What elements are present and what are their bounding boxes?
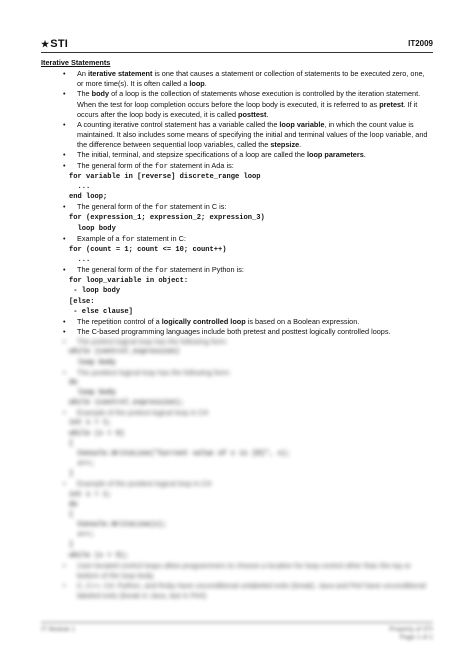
text-run: . If it occurs after the loop body is executed, it is called bbox=[77, 99, 418, 119]
bold-term: pretest bbox=[379, 99, 404, 109]
footer-right-line2: Page 1 of 1 bbox=[399, 634, 433, 641]
text-run: of a loop is the collection of statements whose execution is controlled by the iteration statement. When the test for loop completion occurs before the loop body is executed, it is referred to as bbox=[77, 89, 421, 109]
text-run: The C-based programming languages include both pretest and posttest logically controlled loops. bbox=[77, 327, 391, 337]
text-run: The repetition control of a bbox=[77, 316, 162, 326]
code-line: x++; bbox=[69, 460, 95, 469]
blurred-code-block bbox=[41, 490, 433, 561]
code-line: Console.WriteLine("Current value of x is {0}", x); bbox=[69, 449, 291, 458]
code-line: ... bbox=[69, 182, 91, 191]
page-footer bbox=[41, 622, 433, 641]
code-line: } bbox=[69, 470, 74, 479]
code-line: - loop body bbox=[69, 287, 121, 296]
text-run: The initial, terminal, and stepsize specifications of a loop are called the bbox=[77, 150, 307, 160]
text-run: . bbox=[204, 79, 207, 89]
code-line: x++; bbox=[69, 531, 95, 540]
section-title: Iterative Statements bbox=[41, 58, 111, 67]
code-line: while (control_expression); bbox=[69, 399, 184, 408]
text-run: An bbox=[77, 69, 88, 79]
header-divider bbox=[41, 52, 433, 53]
bold-term: logically controlled loop bbox=[161, 316, 246, 326]
code-line: while (x < 6) bbox=[69, 429, 125, 438]
code-line: [else: bbox=[69, 297, 95, 306]
document-body bbox=[41, 58, 433, 601]
bold-term: stepsize bbox=[270, 140, 300, 150]
text-run: . bbox=[363, 150, 366, 160]
blurred-bullet-item: • Example of the posttest logical loop in C#: bbox=[41, 479, 433, 489]
logo-text: STI bbox=[50, 38, 68, 50]
code-line: } bbox=[69, 541, 74, 550]
code-line: loop body bbox=[69, 389, 116, 397]
text-run: . bbox=[299, 140, 302, 150]
document-code: IT2009 bbox=[408, 39, 433, 48]
code-line: int x = 1; bbox=[69, 490, 112, 499]
text-run: The general form of the bbox=[77, 202, 155, 212]
code-block-c-general bbox=[41, 213, 433, 233]
code-block-ada bbox=[41, 172, 433, 202]
text-run: . bbox=[266, 109, 269, 119]
code-keyword: for bbox=[154, 162, 169, 171]
text-run: is one that causes a statement or collection of statements to be executed zero, one, or more time(s). It is often called a bbox=[77, 69, 425, 89]
bullet-item bbox=[41, 120, 433, 150]
code-line: loop body bbox=[69, 358, 116, 367]
blurred-bullet-item: • The pretest logical loop has the following form: bbox=[41, 337, 433, 347]
text-run: statement in C is: bbox=[168, 202, 227, 212]
code-line: { bbox=[69, 439, 74, 448]
bullet-item bbox=[41, 161, 433, 172]
footer-right-line1: Property of STI bbox=[389, 626, 433, 633]
code-line: { bbox=[69, 510, 74, 519]
code-line: while (x < 5); bbox=[69, 551, 129, 560]
bullet-item bbox=[41, 89, 433, 119]
text-run: A counting iterative control statement has a variable called the bbox=[77, 119, 280, 129]
blurred-code-block bbox=[41, 347, 433, 367]
bold-term: loop bbox=[189, 79, 205, 89]
bold-term: loop variable bbox=[279, 119, 325, 129]
bullet-item bbox=[41, 150, 433, 160]
bold-term: iterative statement bbox=[87, 69, 153, 79]
text-run: statement in Python is: bbox=[168, 265, 244, 275]
footer-right bbox=[389, 626, 433, 642]
text-run: , in which the count value is maintained. It also includes some means of specifying the initial and terminal values of the loop variable, and the difference between sequential loop variables, called the bbox=[77, 119, 428, 150]
code-line: loop body bbox=[69, 224, 116, 233]
text-run: The general form of the bbox=[77, 160, 155, 170]
footer-divider bbox=[41, 622, 433, 623]
bullet-list bbox=[41, 69, 433, 337]
code-line: for loop_variable in object: bbox=[69, 277, 189, 286]
footer-left-text: IT Module 1 bbox=[41, 626, 76, 633]
bullet-item bbox=[41, 317, 433, 327]
blurred-bullet-item: • C, C++, C#, Python, and Ruby have unconditional unlabeled exits (break). Java and Perl have unconditional labeled exits (break in Java, last in Perl). bbox=[41, 581, 433, 601]
text-run: The general form of the bbox=[77, 265, 155, 275]
blurred-bullet-item: • User-located control loops allow programmers to choose a location for loop control other than the top or bottom of the loop body. bbox=[41, 561, 433, 581]
bullet-item bbox=[41, 202, 433, 213]
code-line: ... bbox=[69, 255, 91, 264]
bullet-item bbox=[41, 327, 433, 337]
code-line: while (control_expression) bbox=[69, 348, 180, 357]
blurred-bullet-list bbox=[41, 337, 433, 601]
code-line: do bbox=[69, 378, 78, 387]
bullet-item bbox=[41, 265, 433, 276]
text-run: statement in Ada is: bbox=[168, 160, 234, 170]
code-keyword: for bbox=[154, 204, 169, 213]
code-line: for (count = 1; count <= 10; count++) bbox=[69, 245, 227, 254]
code-block-c-example bbox=[41, 245, 433, 265]
blurred-bullet-item: • The posttest logical loop has the following form: bbox=[41, 368, 433, 378]
bold-term: posttest bbox=[238, 109, 267, 119]
code-block-python bbox=[41, 276, 433, 317]
code-line: for (expression_1; expression_2; expression_3) bbox=[69, 214, 265, 223]
blurred-code-block bbox=[41, 418, 433, 479]
code-line: - else clause] bbox=[69, 307, 133, 316]
bullet-item bbox=[41, 234, 433, 245]
text-run: statement in C: bbox=[134, 233, 186, 243]
code-line: int x = 1; bbox=[69, 419, 112, 428]
code-keyword: for bbox=[154, 267, 169, 276]
sti-logo bbox=[41, 38, 68, 50]
blurred-bullet-item: • Example of the pretest logical loop in C#: bbox=[41, 408, 433, 418]
code-line: for variable in [reverse] discrete_range loop bbox=[69, 172, 261, 181]
text-run: Example of a bbox=[77, 233, 122, 243]
code-line: end loop; bbox=[69, 193, 108, 202]
bold-term: loop parameters bbox=[306, 150, 364, 160]
blurred-code-block bbox=[41, 378, 433, 408]
code-line: do bbox=[69, 500, 78, 509]
star-icon: ★ bbox=[41, 39, 50, 49]
blurred-preview-section bbox=[41, 337, 433, 601]
code-keyword: for bbox=[121, 235, 135, 244]
bold-term: body bbox=[91, 89, 110, 99]
text-run: is based on a Boolean expression. bbox=[245, 316, 360, 326]
text-run: The bbox=[77, 89, 92, 99]
code-line: Console.WriteLine(x); bbox=[69, 521, 167, 530]
bullet-item bbox=[41, 69, 433, 89]
